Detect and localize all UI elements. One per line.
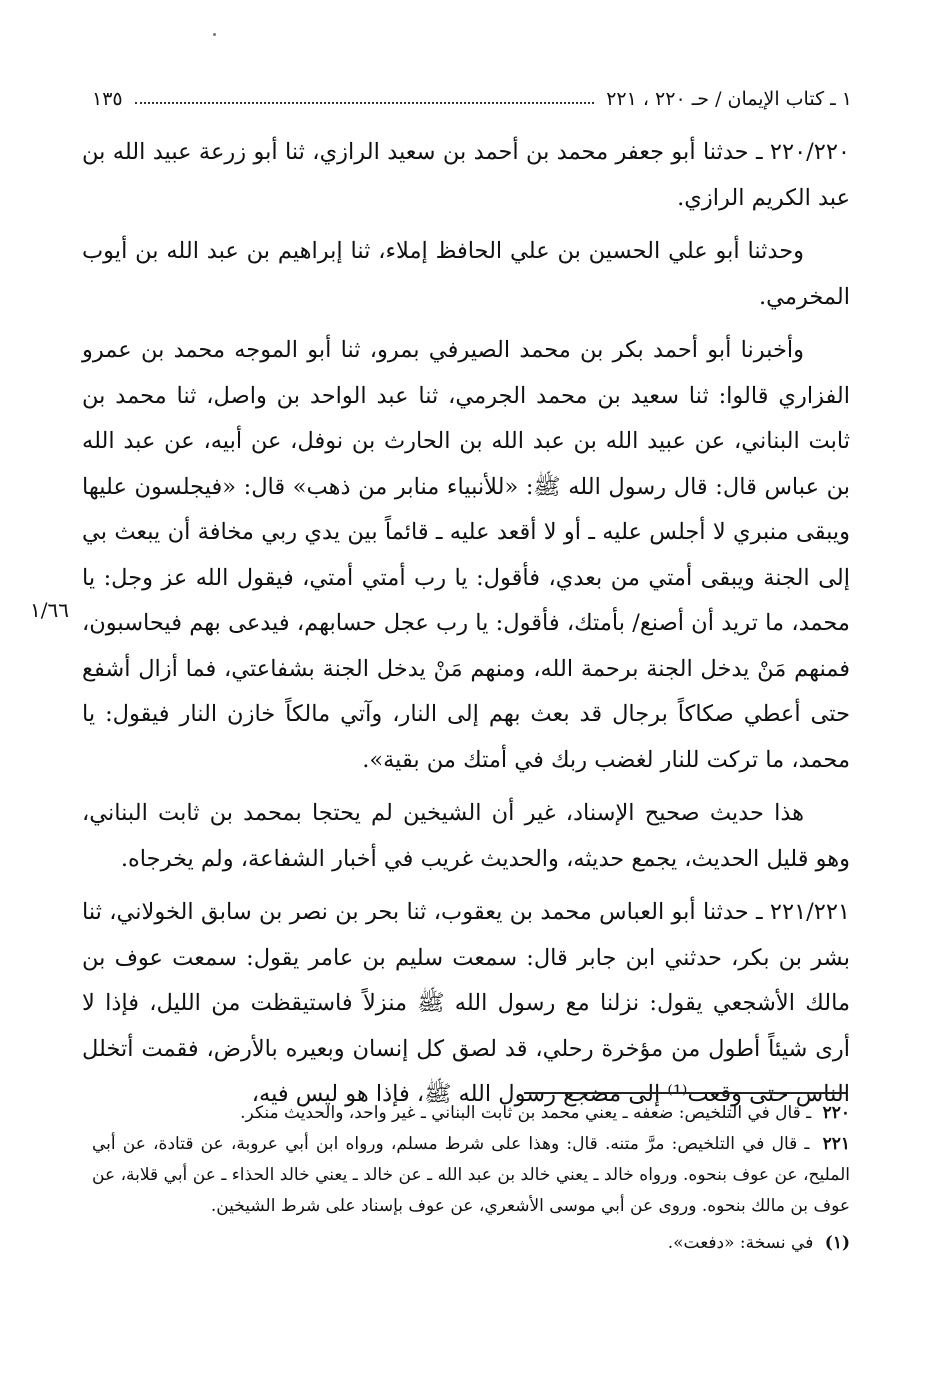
footnote-number: ٢٢١ (822, 1134, 850, 1154)
footnote-text: ـ قال في التلخيص: مرَّ متنه. قال: وهذا على شرط مسلم، ورواه ابن أبي عروبة، عن قتادة، عن أبي المليح، عن عوف بنحوه. ورواه خالد ـ يعني خالد بن عبد الله ـ عن خالد ـ يعني خالد الحذاء ـ عن أبي قلابة، عن عوف بن مالك بنحوه. وروى عن أبي موسى الأشعري، عن عوف بإسناد على شرط الشيخين. (92, 1134, 850, 1216)
footnote-separator (524, 1092, 846, 1094)
main-text (82, 130, 850, 1126)
footnote-number: (١) (824, 1233, 850, 1253)
chain-paragraph-2: وحدثنا أبو علي الحسين بن علي الحافظ إملاء، ثنا إبراهيم بن عبد الله بن أيوب المخرمي. (82, 238, 850, 310)
hadith-221-paragraph: ٢٢١/٢٢١ ـ حدثنا أبو العباس محمد بن يعقوب، ثنا بحر بن نصر بن سابق الخولاني، ثنا بشر بن بكر، حدثني ابن جابر قال: سمعت سليم بن عامر يقول: سمعت عوف بن مالك الأشجعي يقول: نزلنا مع رسول الله ﷺ منزلاً فاستيقظت من الليل، فإذا لا أرى شيئاً أطول من مؤخرة رحلي، قد لصق كل إنسان وبعيره بالأرض، فقمت أتخلل الناس حتى وقعت⁽¹⁾ إلى مضجع رسول الله ﷺ، فإذا هو ليس فيه، (82, 899, 850, 1107)
page-number: ١٣٥ (92, 88, 123, 110)
footnote-text: ـ قال في التلخيص: ضعفه ـ يعني محمد بن ثابت البناني ـ غير واحد، والحديث منكر. (240, 1103, 812, 1123)
footnote-number: ٢٢٠ (822, 1103, 850, 1123)
grading-paragraph: هذا حديث صحيح الإسناد، غير أن الشيخين لم يحتجا بمحمد بن ثابت البناني، وهو قليل الحديث، يجمع حديثه، والحديث غريب في أخبار الشفاعة، ولم يخرجاه. (82, 800, 850, 872)
footnote-220 (92, 1098, 850, 1129)
manuscript-margin-note: ١/٦٦ (30, 598, 69, 622)
chain-paragraph-3: وأخبرنا أبو أحمد بكر بن محمد الصيرفي بمرو، ثنا أبو الموجه محمد بن عمرو الفزاري قالوا: ثنا سعيد بن محمد الجرمي، ثنا عبد الواحد بن واصل، ثنا محمد بن ثابت البناني، عن عبيد الله بن عبد الله بن الحارث بن نوفل، عن أبيه، عن عبد الله بن عباس قال: قال رسول الله ﷺ: «للأنبياء منابر من ذهب» قال: «فيجلسون عليها ويبقى منبري لا أجلس عليه ـ أو لا أقعد عليه ـ قائماً بين يدي ربي مخافة أن يبعث بي إلى الجنة ويبقى أمتي من بعدي، فأقول: يا رب أمتي أمتي، فيقول الله عز وجل: يا محمد، ما تريد أن أصنع/ بأمتك، فأقول: يا رب عجل حسابهم، فيدعى بهم فيحاسبون، فمنهم مَنْ يدخل الجنة برحمة الله، ومنهم مَنْ يدخل الجنة بشفاعتي، فما أزال أشفع حتى أعطي صكاكاً برجال قد بعث بهم إلى النار، وآتي مالكاً خازن النار فيقول: يا محمد، ما تركت للنار لغضب ربك في أمتك من بقية». (82, 337, 850, 773)
scan-speck (213, 33, 216, 36)
hadith-220-paragraph: ٢٢٠/٢٢٠ ـ حدثنا أبو جعفر محمد بن أحمد بن سعيد الرازي، ثنا أبو زرعة عبيد الله بن عبد الكريم الرازي. (82, 139, 850, 211)
footnote-221 (92, 1129, 850, 1222)
header-leader-dots (135, 102, 595, 104)
footnotes (92, 1098, 850, 1259)
running-header (92, 84, 852, 114)
footnote-1 (92, 1228, 850, 1259)
header-title: ١ ـ كتاب الإيمان / حـ ٢٢٠ ، ٢٢١ (606, 88, 852, 110)
footnote-text: في نسخة: «دفعت». (667, 1233, 814, 1253)
